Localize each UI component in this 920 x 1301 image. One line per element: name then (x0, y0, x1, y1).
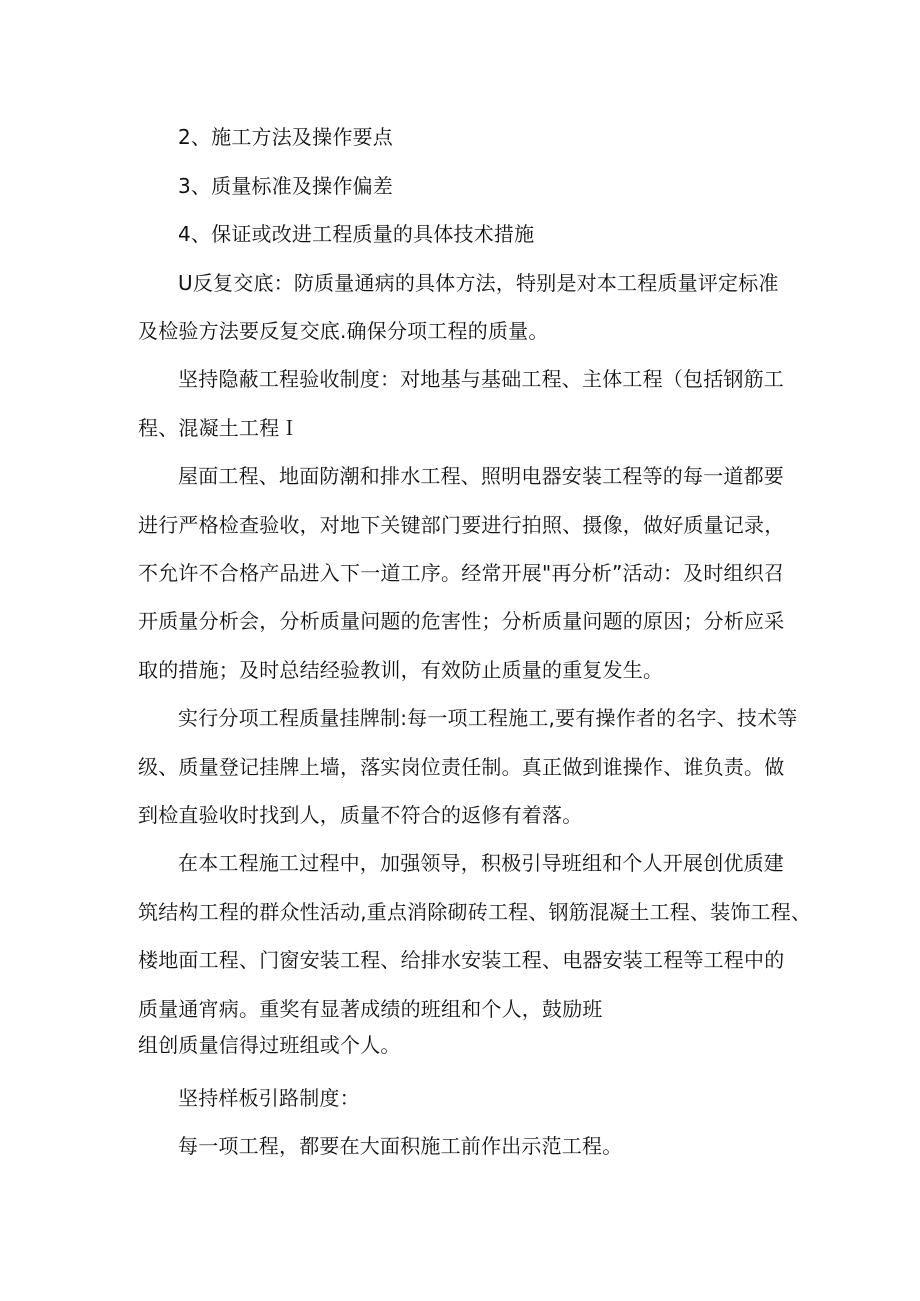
paragraph-line: 开质量分析会，分析质量问题的危害性；分析质量问题的原因；分析应采 (138, 609, 785, 633)
paragraph-line: 楼地面工程、门窗安装工程、给排水安装工程、电器安装工程等工程中的 (138, 948, 785, 972)
paragraph-line: 屋面工程、地面防潮和排水工程、照明电器安装工程等的每一道都要 (178, 464, 784, 488)
paragraph-line: 质量通宵病。重奖有显著成绩的班组和个人，鼓励班 (138, 997, 603, 1021)
paragraph-line: 在本工程施工过程中，加强领导，积极引导班组和个人开展创优质建 (178, 851, 784, 875)
paragraph-line: 程、混凝土工程Ｉ (138, 416, 300, 440)
paragraph-line: 每一项工程，都要在大面积施工前作出示范工程。 (178, 1134, 623, 1158)
paragraph-line: 进行严格检查验收，对地下关键部门要进行拍照、摄像，做好质量记录， (138, 513, 785, 537)
paragraph-line: 组创质量信得过班组或个人。 (138, 1033, 401, 1057)
paragraph-line: 实行分项工程质量挂牌制:每一项工程施工,要有操作者的名字、技术等 (178, 706, 798, 730)
paragraph-line: 级、质量登记挂牌上墙，落实岗位责任制。真正做到谁操作、谁负责。做 (138, 755, 785, 779)
paragraph-line: 坚持样板引路制度： (178, 1086, 360, 1110)
list-item-3: 3、质量标准及操作偏差 (178, 174, 393, 198)
list-item-4: 4、保证或改进工程质量的具体技术措施 (178, 222, 535, 246)
list-item-2: 2、施工方法及操作要点 (178, 125, 393, 149)
paragraph-line: U反复交底：防质量通病的具体方法，特别是对本工程质量评定标准 (178, 271, 779, 295)
paragraph-line: 取的措施；及时总结经验教训，有效防止质量的重复发生。 (138, 658, 664, 682)
paragraph-line: 及检验方法要反复交底.确保分项工程的质量。 (138, 319, 549, 343)
paragraph-line: 筑结构工程的群众性活动,重点消除砌砖工程、钢筋混凝土工程、装饰工程、 (138, 900, 812, 924)
paragraph-line: 坚持隐蔽工程验收制度：对地基与基础工程、主体工程（包括钢筋工 (178, 367, 784, 391)
paragraph-line: 到检直验收时找到人，质量不符合的返修有着落。 (138, 803, 583, 827)
paragraph-line: 不允许不合格产品进入下一道工序。经常开展"再分析”活动：及时组织召 (138, 561, 785, 585)
